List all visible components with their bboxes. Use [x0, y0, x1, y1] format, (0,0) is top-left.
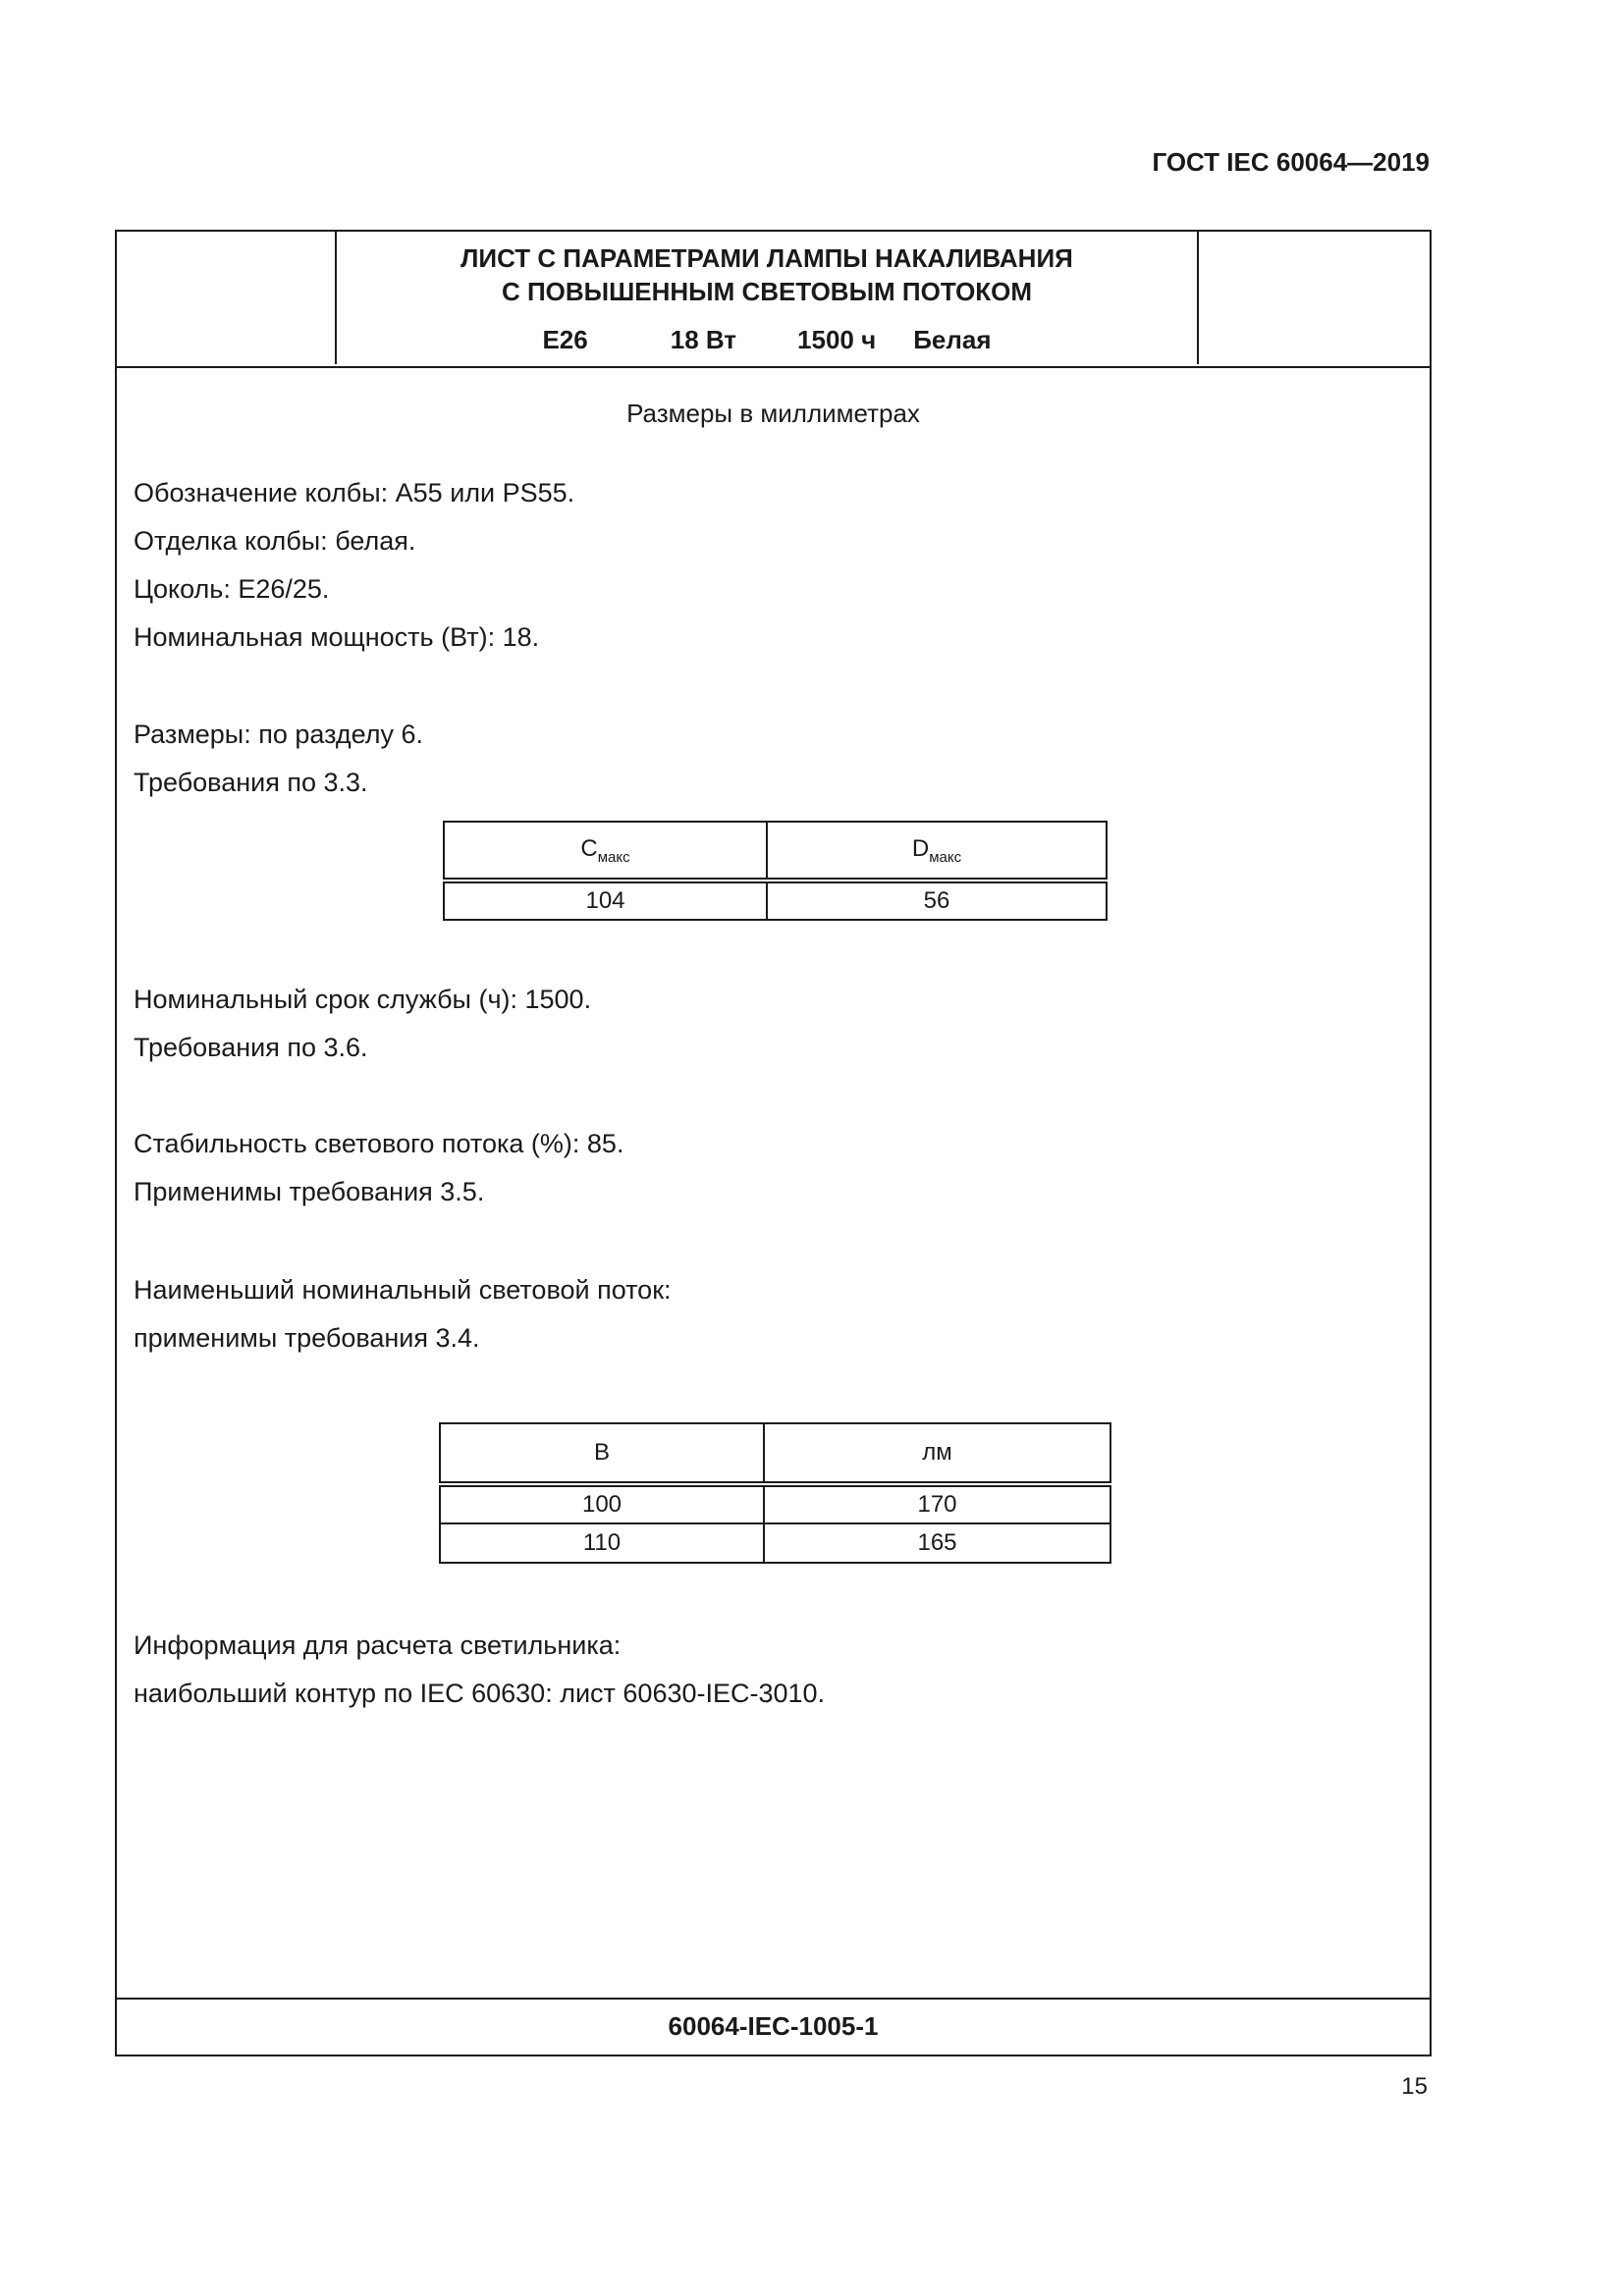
page-number: 15 [1401, 2073, 1428, 2100]
sheet-header [117, 232, 1430, 368]
bulb-finish-text: Отделка колбы: белая. [134, 526, 416, 556]
bulb-designation-text: Обозначение колбы: A55 или PS55. [134, 478, 575, 507]
rated-life-text: Номинальный срок службы (ч): 1500. [134, 985, 592, 1014]
units-note: Размеры в миллиметрах [626, 399, 920, 428]
dim-value-d: 56 [767, 881, 1107, 920]
flux-header-volts: В [440, 1423, 764, 1484]
requirements-36-text: Требования по 3.6. [134, 1033, 368, 1062]
sheet-code: 60064-IEC-1005-1 [117, 1998, 1430, 2055]
dim-header-d: $D_{макс}$ [767, 822, 1107, 881]
standard-designation: ГОСТ IEC 60064—2019 [1152, 147, 1430, 177]
max-outline-text: наибольший контур по IEC 60630: лист 60630-IEC-3010. [134, 1679, 826, 1708]
dimensions-table [443, 821, 1108, 921]
flux-cell: 165 [764, 1523, 1110, 1563]
requirements-33-text: Требования по 3.3. [134, 768, 368, 797]
rated-power-text: Номинальная мощность (Вт): 18. [134, 622, 540, 652]
flux-cell: 110 [440, 1523, 764, 1563]
spec-power: 18 Вт [670, 325, 737, 354]
spec-life: 1500 ч [797, 325, 877, 354]
flux-cell: 170 [764, 1484, 1110, 1523]
data-sheet-frame [115, 230, 1432, 2056]
dimensions-text: Размеры: по разделу 6. [134, 720, 424, 749]
header-right-cell [1197, 232, 1430, 364]
header-title-cell [337, 232, 1197, 364]
header-left-cell [117, 232, 337, 364]
table-row [440, 1484, 1110, 1523]
flux-cell: 100 [440, 1484, 764, 1523]
luminaire-info-text: Информация для расчета светильника: [134, 1630, 622, 1660]
min-flux-text: Наименьший номинальный световой поток: [134, 1275, 672, 1305]
flux-table [439, 1422, 1111, 1564]
flux-maintenance-text: Стабильность светового потока (%): 85. [134, 1129, 624, 1158]
spec-finish: Белая [913, 325, 992, 354]
sheet-title-line2: С ПОВЫШЕННЫМ СВЕТОВЫМ ПОТОКОМ [501, 277, 1033, 306]
dim-value-c: 104 [444, 881, 767, 920]
table-row [440, 1523, 1110, 1563]
sheet-title-line1: ЛИСТ С ПАРАМЕТРАМИ ЛАМПЫ НАКАЛИВАНИЯ [460, 243, 1073, 273]
requirements-35-text: Применимы требования 3.5. [134, 1177, 485, 1206]
spec-base: E26 [542, 325, 588, 354]
requirements-34-text: применимы требования 3.4. [134, 1323, 480, 1353]
flux-header-lumens: лм [764, 1423, 1110, 1484]
cap-text: Цоколь: E26/25. [134, 574, 330, 604]
lamp-specs [337, 325, 1197, 355]
dim-header-c: $C_{макс}$ [444, 822, 767, 881]
